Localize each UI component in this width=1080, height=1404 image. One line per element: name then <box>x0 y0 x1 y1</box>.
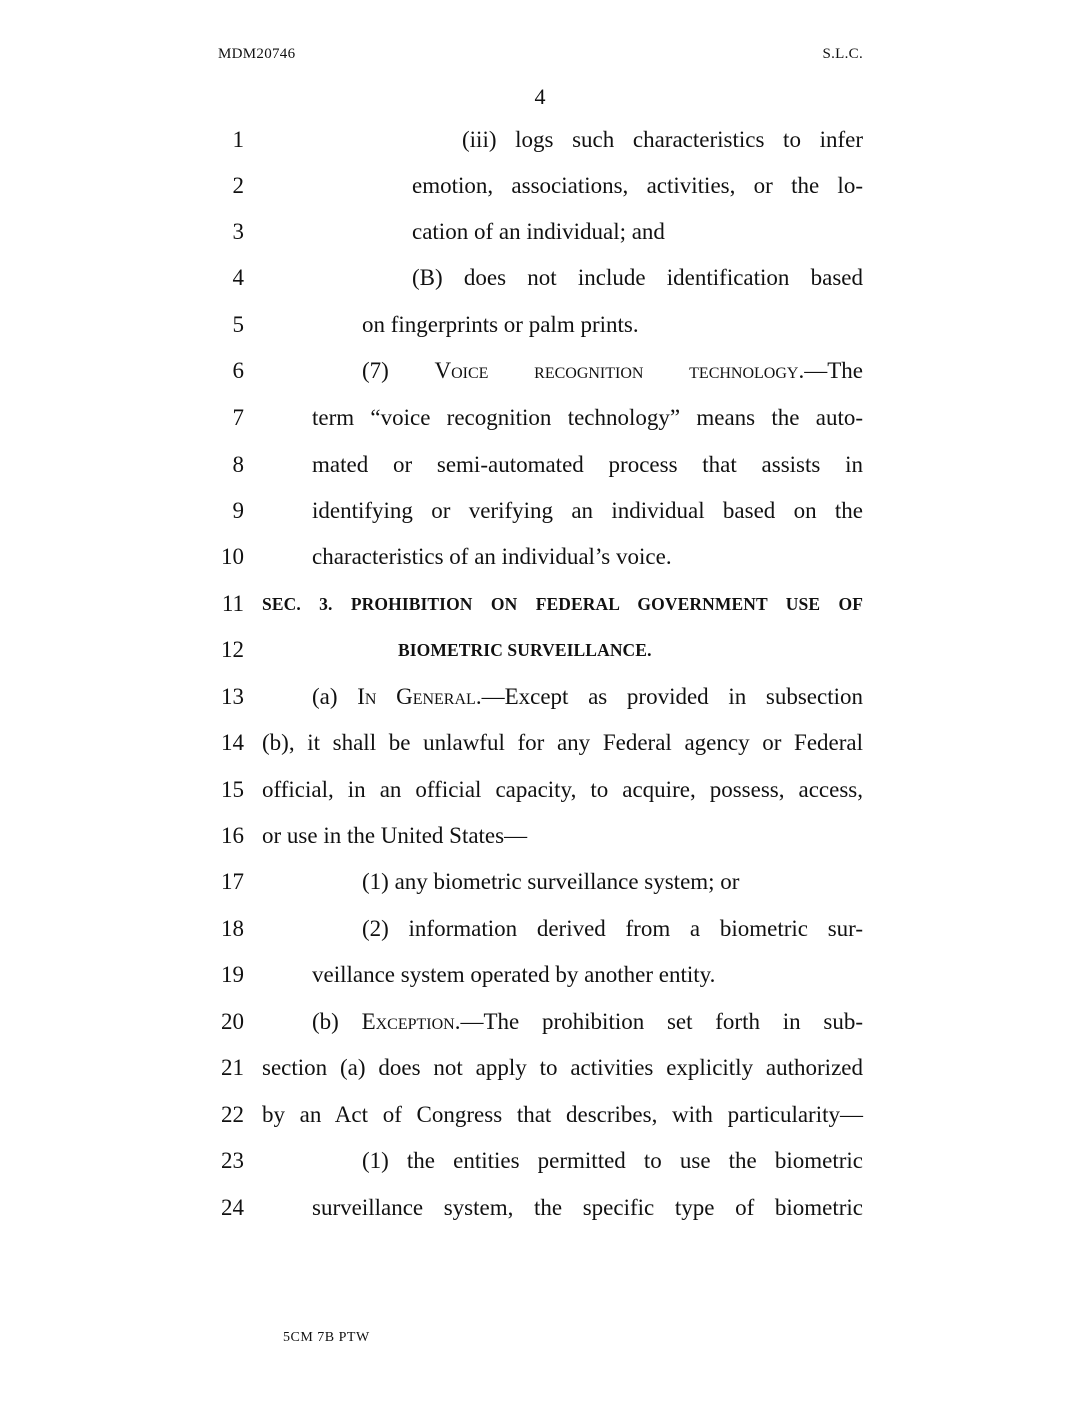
subsection-text: .—The prohibition set forth in sub- <box>454 1009 863 1034</box>
section-heading: SEC. 3. PROHIBITION ON FEDERAL GOVERNMENT USE OF <box>262 594 863 614</box>
document-line <box>0 212 1080 252</box>
line-number: 12 <box>221 637 244 662</box>
footer-code: 5CM 7B PTW <box>283 1330 370 1345</box>
line-number: 1 <box>232 127 244 152</box>
line-text: term “voice recognition technology” means the auto- <box>312 405 863 430</box>
line-text: cation of an individual; and <box>412 219 665 244</box>
line-number: 11 <box>221 591 244 616</box>
line-text: (b), it shall be unlawful for any Federal agency or Federal <box>262 730 863 755</box>
document-line <box>0 1141 1080 1181</box>
line-text: emotion, associations, activities, or the lo- <box>412 173 863 198</box>
line-text: official, in an official capacity, to acquire, possess, access, <box>262 777 863 802</box>
line-number: 10 <box>221 544 244 569</box>
line-text: surveillance system, the specific type of biometric <box>312 1195 863 1220</box>
document-line <box>0 816 1080 856</box>
line-number: 21 <box>221 1055 244 1080</box>
subsection-text: .—Except as provided in subsection <box>475 684 864 709</box>
line-text: (iii) logs such characteristics to infer <box>462 127 863 152</box>
document-id: MDM20746 <box>218 46 296 62</box>
document-line <box>0 258 1080 298</box>
paragraph-designator: (7) <box>362 358 435 383</box>
document-line <box>0 1188 1080 1228</box>
line-text: (1) the entities permitted to use the biometric <box>362 1148 863 1173</box>
line-text: (B) does not include identification based <box>412 265 863 290</box>
document-line <box>0 398 1080 438</box>
document-line <box>0 305 1080 345</box>
line-number: 5 <box>232 312 244 337</box>
document-line <box>0 862 1080 902</box>
paragraph-heading: Voice recognition technology <box>434 358 799 383</box>
line-number: 13 <box>221 684 244 709</box>
paragraph-text: .—The <box>798 358 863 383</box>
document-line <box>0 120 1080 160</box>
line-number: 22 <box>221 1102 244 1127</box>
line-text: (2) information derived from a biometric sur- <box>362 916 863 941</box>
document-line <box>0 537 1080 577</box>
office-code: S.L.C. <box>822 46 863 62</box>
line-number: 7 <box>232 405 244 430</box>
document-line <box>0 445 1080 485</box>
subsection-heading: Exception <box>361 1009 455 1034</box>
document-line <box>0 1002 1080 1042</box>
document-line <box>0 723 1080 763</box>
line-text: or use in the United States— <box>262 823 528 848</box>
document-line <box>0 166 1080 206</box>
document-line <box>0 630 1080 670</box>
document-line <box>0 1048 1080 1088</box>
subsection-designator: (b) <box>312 1009 362 1034</box>
document-line <box>0 491 1080 531</box>
subsection-heading: In General <box>357 684 476 709</box>
line-text: identifying or verifying an individual based on the <box>312 498 863 523</box>
line-text: by an Act of Congress that describes, with particularity— <box>262 1102 863 1127</box>
line-number: 17 <box>221 869 244 894</box>
section-heading: BIOMETRIC SURVEILLANCE. <box>398 640 652 660</box>
line-number: 9 <box>232 498 244 523</box>
document-line <box>0 770 1080 810</box>
line-text <box>312 1002 863 1042</box>
line-number: 4 <box>232 265 244 290</box>
line-text: on fingerprints or palm prints. <box>362 312 639 337</box>
line-number: 6 <box>232 358 244 383</box>
line-text: mated or semi-automated process that assists in <box>312 452 863 477</box>
line-text: veillance system operated by another entity. <box>312 962 716 987</box>
line-number: 18 <box>221 916 244 941</box>
line-number: 16 <box>221 823 244 848</box>
document-line <box>0 955 1080 995</box>
line-number: 14 <box>221 730 244 755</box>
line-number: 2 <box>232 173 244 198</box>
page-number: 4 <box>534 84 546 109</box>
line-number: 15 <box>221 777 244 802</box>
line-text <box>312 677 863 717</box>
document-line <box>0 909 1080 949</box>
document-line <box>0 584 1080 624</box>
line-text: section (a) does not apply to activities explicitly authorized <box>262 1055 863 1080</box>
line-text: (1) any biometric surveillance system; or <box>362 869 740 894</box>
line-number: 23 <box>221 1148 244 1173</box>
line-number: 3 <box>232 219 244 244</box>
document-line <box>0 677 1080 717</box>
document-line <box>0 351 1080 391</box>
subsection-designator: (a) <box>312 684 358 709</box>
line-number: 8 <box>232 452 244 477</box>
line-text: characteristics of an individual’s voice. <box>312 544 672 569</box>
line-number: 20 <box>221 1009 244 1034</box>
line-text <box>362 351 863 391</box>
line-number: 19 <box>221 962 244 987</box>
document-line <box>0 1095 1080 1135</box>
line-number: 24 <box>221 1195 244 1220</box>
